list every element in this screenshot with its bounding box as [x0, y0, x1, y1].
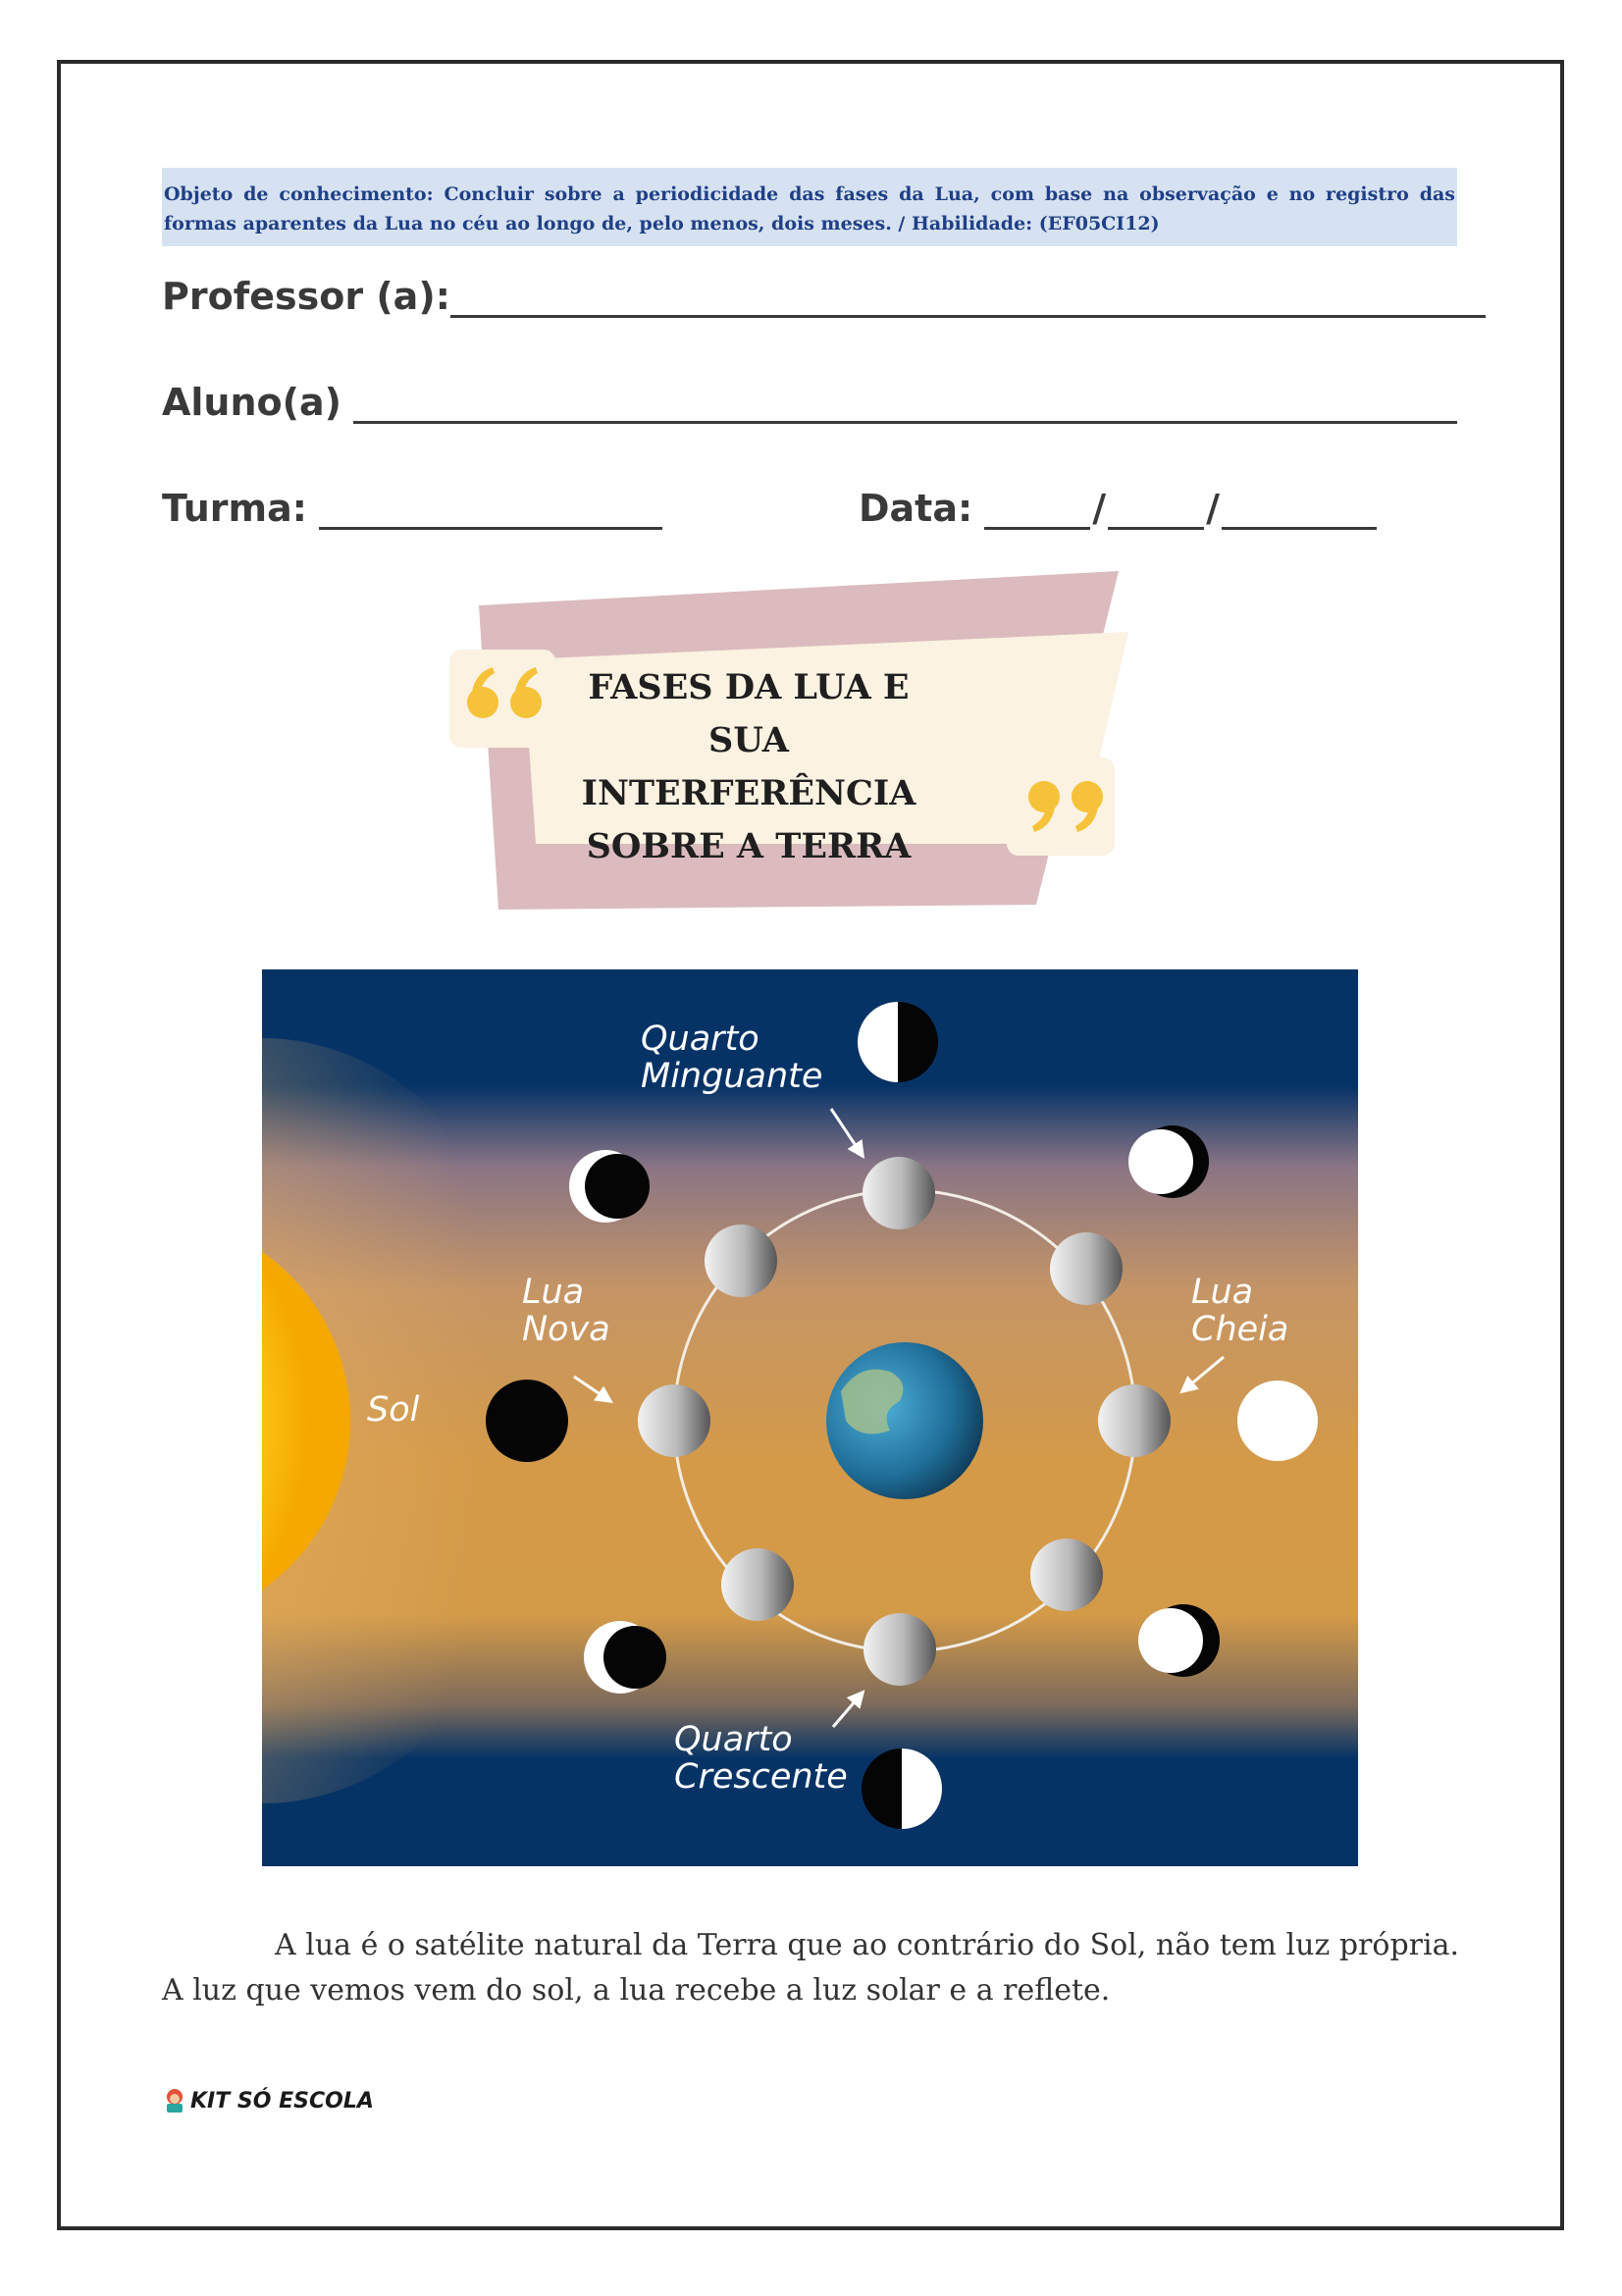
professor-label: Professor (a):	[162, 275, 450, 318]
date-month-line[interactable]	[1108, 494, 1204, 530]
full-moon-label-2: Cheia	[1191, 1310, 1289, 1349]
turma-label: Turma:	[162, 487, 307, 530]
data-row	[859, 487, 1377, 530]
new-moon-label-1: Lua	[522, 1273, 585, 1312]
moon-phases-diagram	[262, 969, 1358, 1866]
turma-input-line[interactable]	[319, 494, 662, 530]
orbit-moon-waning-quarter	[863, 1157, 935, 1229]
professor-input-line[interactable]	[450, 282, 1486, 318]
sun-label: Sol	[367, 1390, 420, 1430]
date-separator-2: /	[1206, 487, 1220, 530]
body-paragraph: A lua é o satélite natural da Terra que ao contrário do Sol, não tem luz própria. A luz que vemos vem do sol, a lua recebe a luz solar e a reflete.	[162, 1928, 1459, 2008]
orbit-moon-full	[1098, 1384, 1171, 1457]
orbit-moon-waxing-quarter	[863, 1613, 936, 1686]
brand-text: KIT SÓ ESCOLA	[190, 2088, 374, 2113]
title-banner	[449, 571, 1136, 924]
footer-brand	[163, 2088, 374, 2113]
date-day-line[interactable]	[984, 494, 1090, 530]
waning-quarter-label-1: Quarto	[641, 1019, 759, 1059]
title-line-1: FASES DA LUA E SUA	[588, 667, 910, 760]
orbit-moon-new	[638, 1384, 710, 1457]
phase-waxing-quarter	[862, 1748, 942, 1829]
orbit-moon-waxing-gibbous	[1030, 1539, 1103, 1611]
professor-row	[162, 275, 1486, 318]
date-separator-1: /	[1092, 487, 1107, 530]
title-line-3: SOBRE A TERRA	[586, 826, 912, 866]
data-label: Data:	[859, 487, 973, 530]
new-moon-label-2: Nova	[522, 1310, 610, 1349]
date-year-line[interactable]	[1222, 494, 1377, 530]
title-line-2: INTERFERÊNCIA	[581, 773, 916, 813]
waxing-quarter-label-2: Crescente	[674, 1757, 848, 1797]
full-moon-label-1: Lua	[1191, 1273, 1254, 1312]
waning-quarter-label-2: Minguante	[641, 1057, 823, 1096]
page-title	[567, 661, 930, 873]
phase-waning-quarter	[858, 1002, 938, 1082]
objective-box: Objeto de conhecimento: Concluir sobre a periodicidade das fases da Lua, com base na observação e no registro das formas aparentes da Lua no céu ao longo de, pelo menos, dois meses. / Habilidade: (EF05CI12)	[162, 168, 1457, 246]
aluno-row	[162, 381, 1457, 424]
turma-row	[162, 487, 662, 530]
waxing-quarter-label-1: Quarto	[674, 1720, 793, 1759]
brand-logo-icon	[163, 2088, 186, 2113]
aluno-input-line[interactable]	[353, 388, 1457, 424]
phase-full-moon	[1237, 1381, 1318, 1461]
orbit-moon-waning-gibbous	[1050, 1232, 1123, 1305]
orbit-moon-waxing-crescent	[721, 1548, 794, 1621]
orbit-moon-waning-crescent	[705, 1225, 777, 1297]
aluno-label: Aluno(a)	[162, 381, 342, 424]
phase-new-moon	[486, 1380, 568, 1462]
